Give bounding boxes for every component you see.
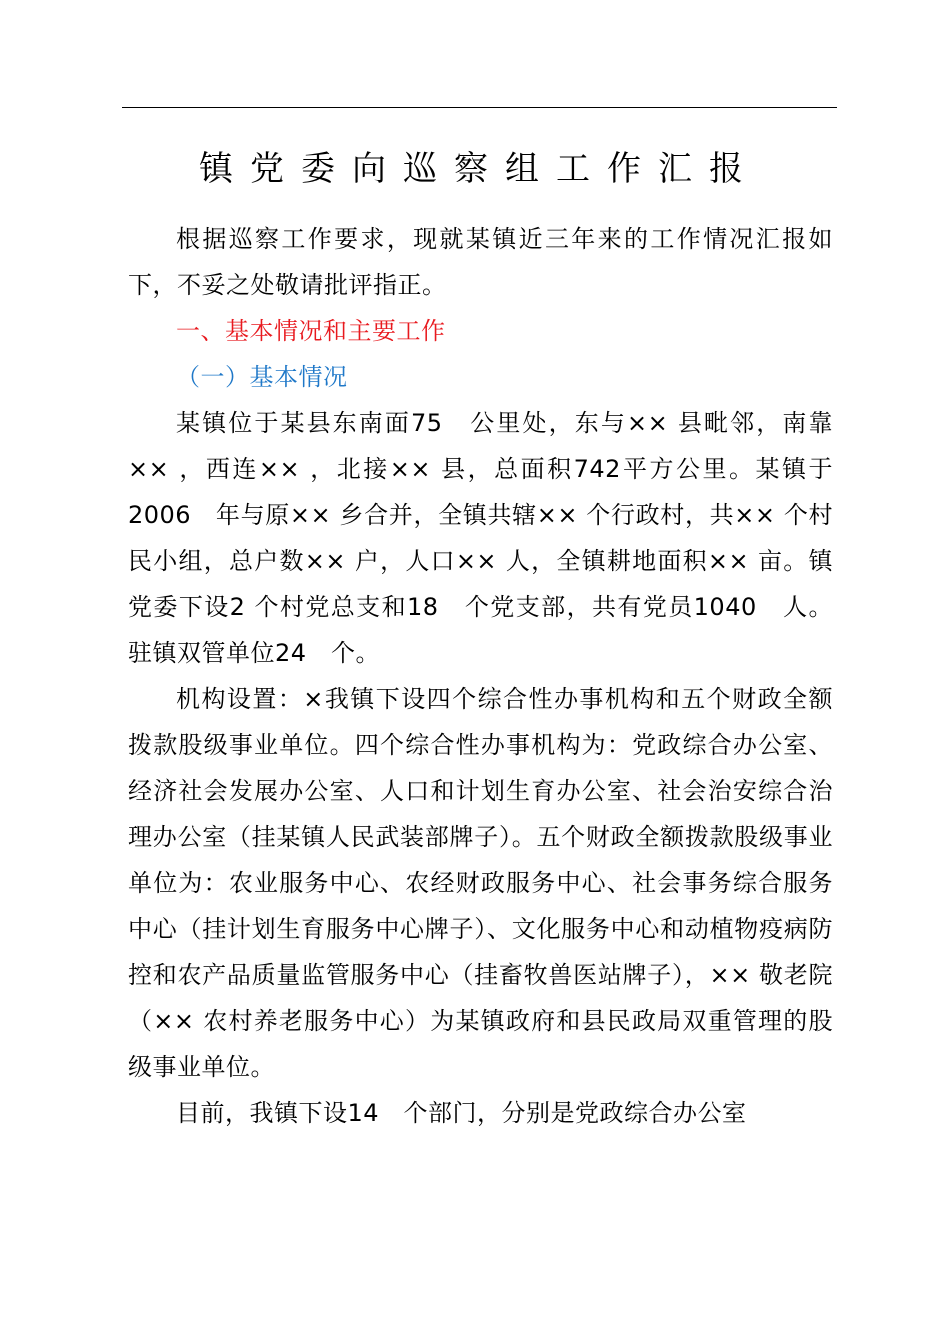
departments-paragraph: 目前，我镇下设14 个部门，分别是党政综合办公室 (176, 1099, 747, 1127)
basic-info-paragraph: 某镇位于某县东南面75 公里处，东与×× 县毗邻，南靠×× ，西连×× ，北接×× 县，总面积742平方公里。某镇于2006 年与原×× 乡合并，全镇共辖×× 个行政村，共×× 个村民小组，总户数×× 户，人口×× 人，全镇耕地面积×× 亩。镇党委下设2 个村党总支和18 个党支部，共有党员1040 人。驻镇双管单位24 个。 (128, 409, 833, 667)
top-rule (122, 107, 837, 108)
section-heading: 一、基本情况和主要工作 (176, 317, 446, 345)
document-body (128, 216, 833, 1136)
document-title: 镇党委向巡察组工作汇报 (199, 149, 760, 189)
intro-paragraph: 根据巡察工作要求，现就某镇近三年来的工作情况汇报如下，不妥之处敬请批评指正。 (128, 225, 833, 299)
institutions-paragraph: 机构设置：×我镇下设四个综合性办事机构和五个财政全额拨款股级事业单位。四个综合性办事机构为：党政综合办公室、经济社会发展办公室、人口和计划生育办公室、社会治安综合治理办公室（挂某镇人民武装部牌子）。五个财政全额拨款股级事业单位为：农业服务中心、农经财政服务中心、社会事务综合服务中心（挂计划生育服务中心牌子）、文化服务中心和动植物疫病防控和农产品质量监管服务中心（挂畜牧兽医站牌子），×× 敬老院（×× 农村养老服务中心）为某镇政府和县民政局双重管理的股级事业单位。 (128, 685, 833, 1081)
subsection-heading: （一）基本情况 (176, 363, 348, 391)
